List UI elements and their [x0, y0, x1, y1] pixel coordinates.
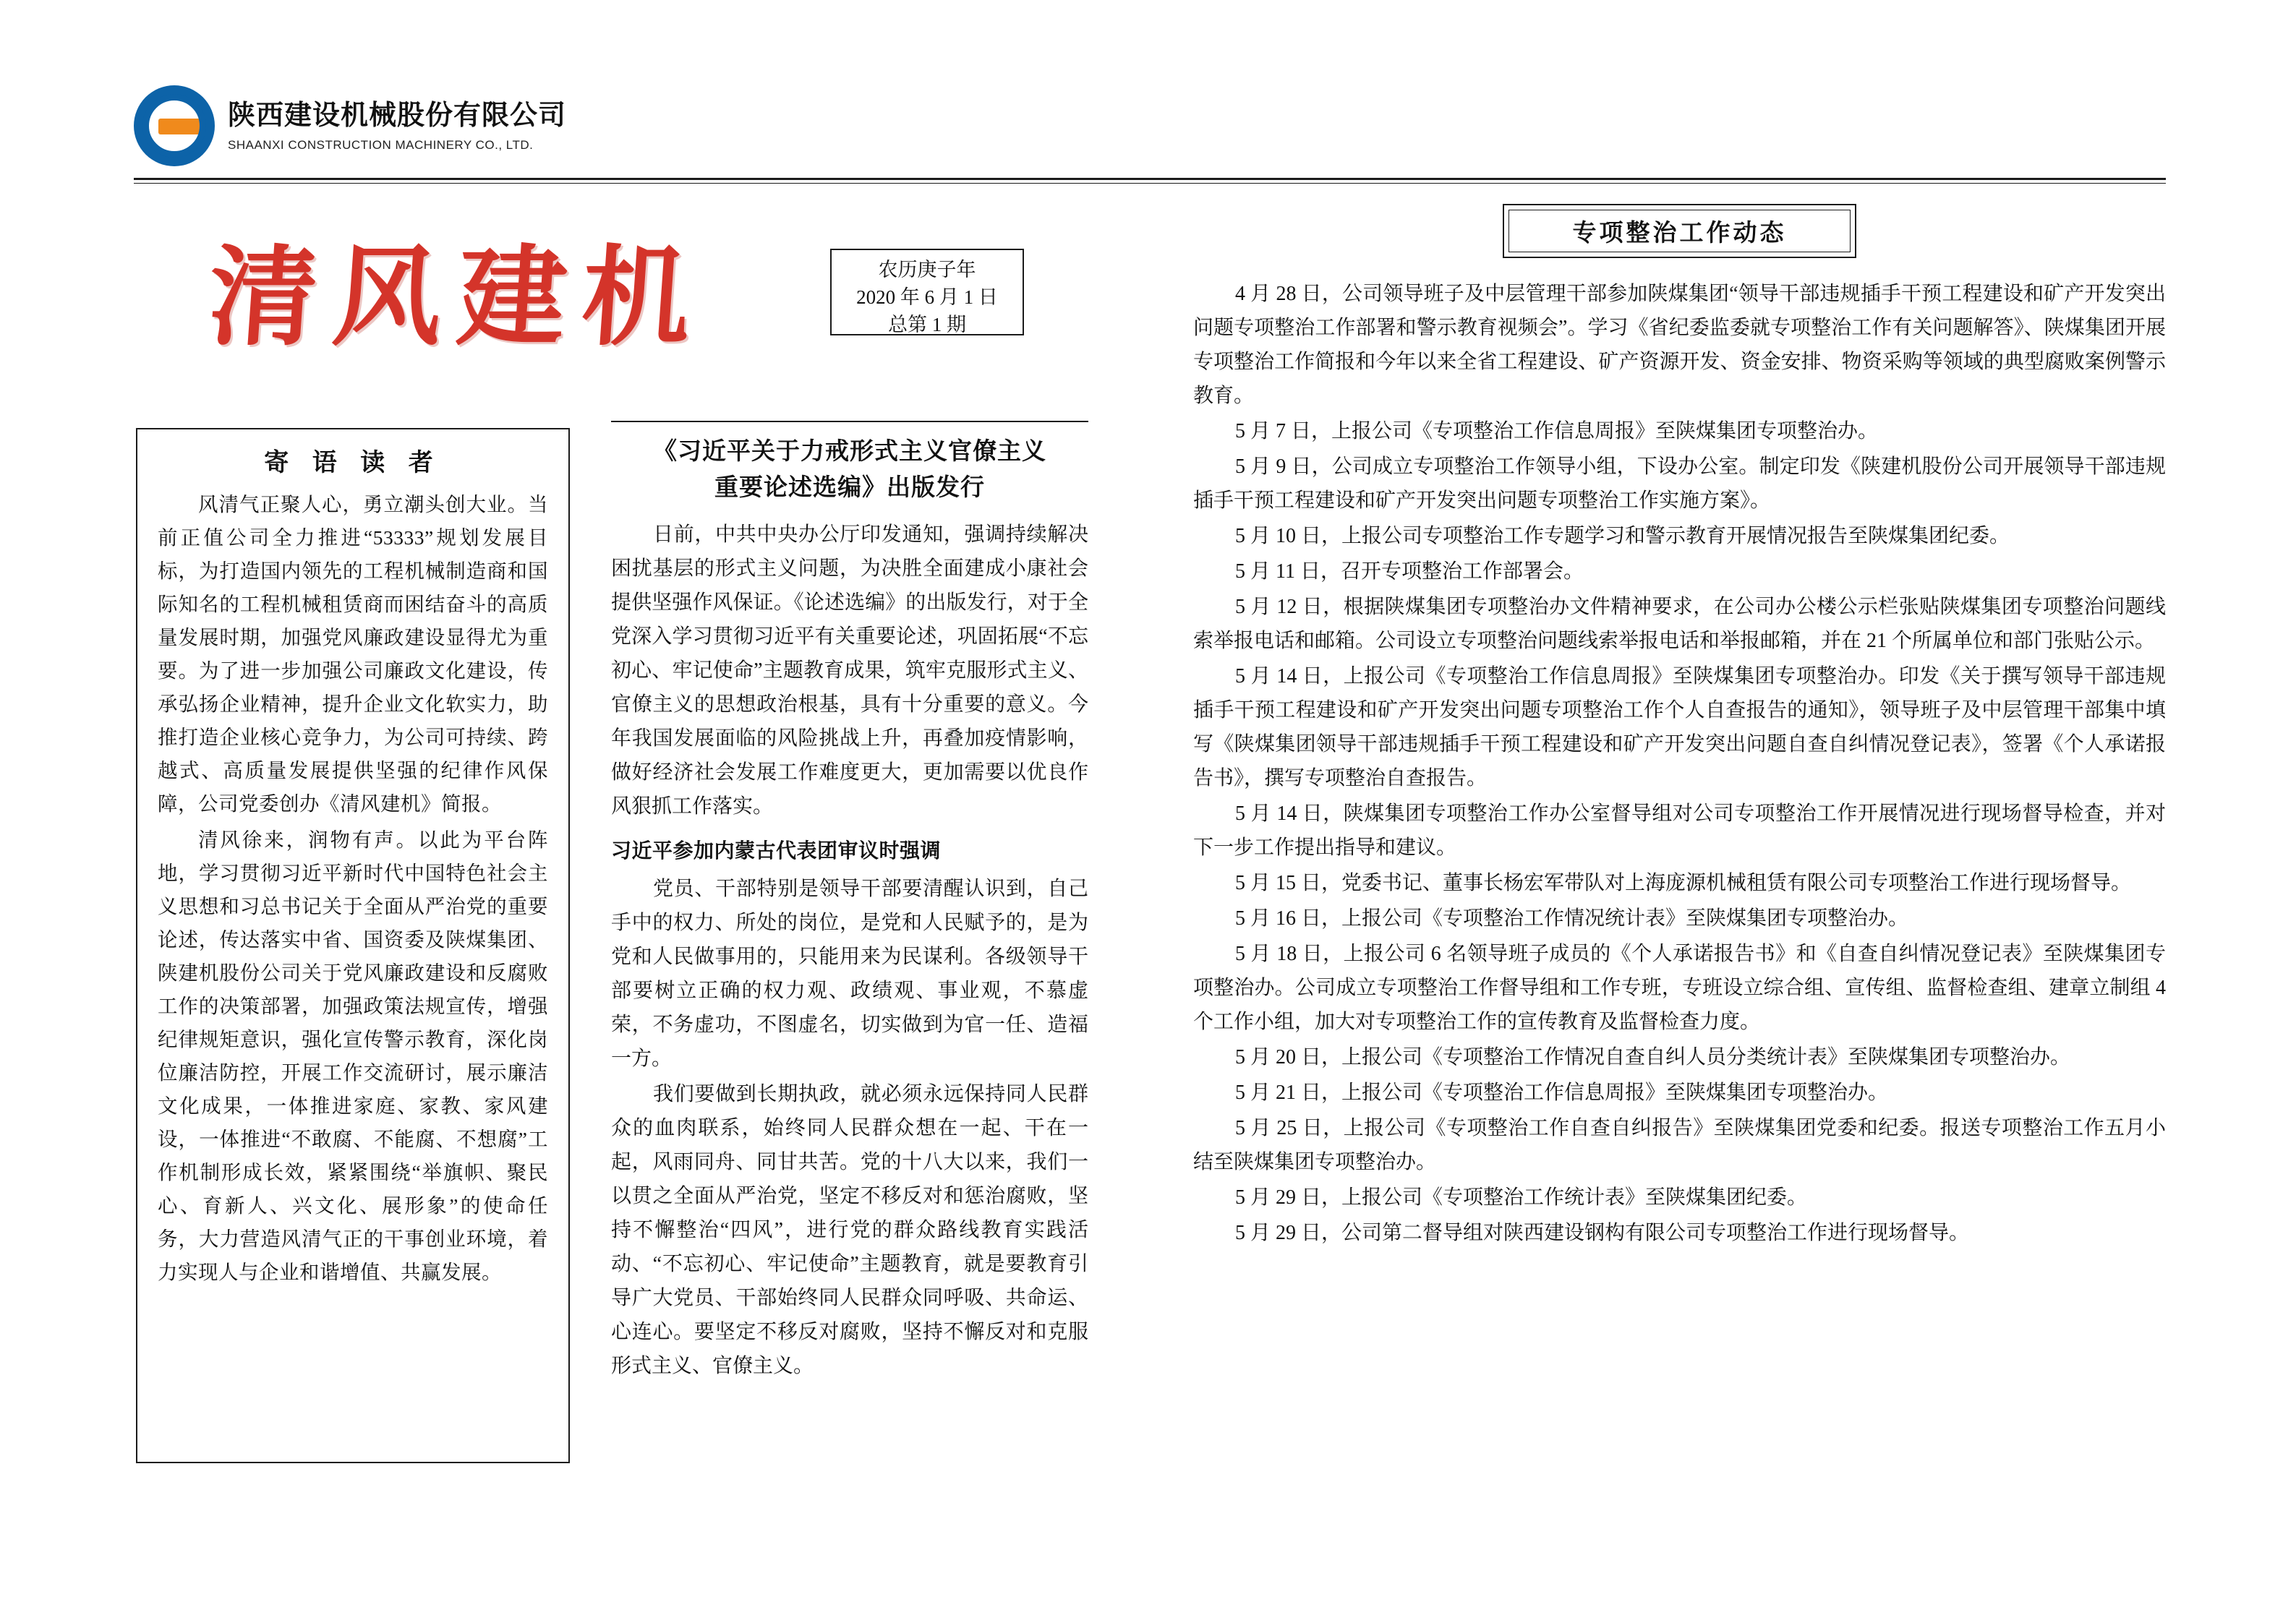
campaign-entry: 5 月 11 日，召开专项整治工作部署会。 — [1235, 560, 1584, 583]
feature-article-title-line2: 重要论述选编》出版发行 — [714, 475, 985, 501]
editor-note-paragraph: 风清气正聚人心，勇立潮头创大业。当前正值公司全力推进“53333”规划发展目标，为打造国内领先的工程机械制造商和国际知名的工程机械租赁商而困结奋斗的高质量发展时期，加强党风廉政建设显得尤为重要。为了进一步加强公司廉政文化建设，传承弘扬企业精神，提升企业文化软实力，助推打造企业核心竞争力，为公司可持续、跨越式、高质量发展提供坚强的纪律作风保障，公司党委创办《清风建机》简报。 — [158, 493, 548, 815]
company-name-cn: 陕西建设机械股份有限公司 — [228, 100, 567, 131]
page-title: 清风建机 — [205, 239, 711, 359]
company-logo-block — [134, 85, 566, 166]
issue-date: 2020 年 6 月 1 日 — [856, 286, 998, 308]
feature-article-title-line1: 《习近平关于力戒形式主义官僚主义 — [653, 439, 1046, 465]
campaign-entry: 5 月 21 日，上报公司《专项整治工作信息周报》至陕煤集团专项整治办。 — [1235, 1082, 1889, 1104]
campaign-entry: 5 月 18 日，上报公司 6 名领导班子成员的《个人承诺报告书》和《自查自纠情况登记表》至陕煤集团专项整治办。公司成立专项整治工作督导组和工作专班，专班设立综合组、宣传组、监督检查组、建章立制组 4 个工作小组，加大对专项整治工作的宣传教育及监督检查力度。 — [1193, 943, 2166, 1033]
campaign-entry: 5 月 12 日，根据陕煤集团专项整治办文件精神要求，在公司办公楼公示栏张贴陕煤集团专项整治问题线索举报电话和邮箱。公司设立专项整治问题线索举报电话和举报邮箱，并在 21 个所属单位和部门张贴公示。 — [1193, 596, 2166, 652]
campaign-entry: 4 月 28 日，公司领导班子及中层管理干部参加陕煤集团“领导干部违规插手干预工程建设和矿产开发突出问题专项整治工作部署和警示教育视频会”。学习《省纪委监委就专项整治工作有关问题解答》、陕煤集团开展专项整治工作简报和今年以来全省工程建设、矿产资源开发、资金安排、物资采购等领域的典型腐败案例警示教育。 — [1193, 283, 2166, 407]
campaign-entry: 5 月 7 日，上报公司《专项整治工作信息周报》至陕煤集团专项整治办。 — [1235, 420, 1879, 442]
company-name-en: SHAANXI CONSTRUCTION MACHINERY CO., LTD. — [228, 138, 534, 153]
campaign-entry: 5 月 15 日，党委书记、董事长杨宏军带队对上海庞源机械租赁有限公司专项整治工作进行现场督导。 — [1235, 872, 2132, 894]
campaign-entry: 5 月 16 日，上报公司《专项整治工作情况统计表》至陕煤集团专项整治办。 — [1235, 907, 1909, 930]
company-logo-icon — [134, 85, 215, 166]
column-editor-note — [136, 428, 570, 1463]
company-name-block — [228, 99, 566, 153]
editor-note-heading: 寄 语 读 者 — [264, 450, 442, 476]
campaign-entry: 5 月 14 日，陕煤集团专项整治工作办公室督导组对公司专项整治工作开展情况进行现场督导检查，并对下一步工作提出指导和建议。 — [1193, 802, 2166, 859]
column-special-campaign — [1193, 204, 2166, 1251]
feature-article-subheading: 习近平参加内蒙古代表团审议时强调 — [611, 839, 942, 862]
issue-number: 总第 1 期 — [888, 314, 966, 335]
feature-article-paragraph: 我们要做到长期执政，就必须永远保持同人民群众的血肉联系，始终同人民群众想在一起、干在一起，风雨同舟、同甘共苦。党的十八大以来，我们一以贯之全面从严治党，坚定不移反对和惩治腐败，坚持不懈整治“四风”，进行党的群众路线教育实践活动、“不忘初心、牢记使命”主题教育，就是要教育引导广大党员、干部始终同人民群众同呼吸、共命运、心连心。要坚定不移反对腐败，坚持不懈反对和克服形式主义、官僚主义。 — [611, 1083, 1088, 1377]
campaign-entry: 5 月 10 日，上报公司专项整治工作专题学习和警示教育开展情况报告至陕煤集团纪委。 — [1235, 525, 2010, 547]
campaign-entry: 5 月 29 日，上报公司《专项整治工作统计表》至陕煤集团纪委。 — [1235, 1186, 1808, 1209]
editor-note-paragraph: 清风徐来，润物有声。以此为平台阵地，学习贯彻习近平新时代中国特色社会主义思想和习总书记关于全面从严治党的重要论述，传达落实中省、国资委及陕煤集团、陕建机股份公司关于党风廉政建设和反腐败工作的决策部署，加强政策法规宣传，增强纪律规矩意识，强化宣传警示教育，深化岗位廉洁防控，开展工作交流研讨，展示廉洁文化成果，一体推进家庭、家教、家风建设，一体推进“不敢腐、不能腐、不想腐”工作机制形成长效，紧紧围绕“举旗帜、聚民心、育新人、兴文化、展形象”的使命任务，大力营造风清气正的干事创业环境，着力实现人与企业和谐增值、共赢发展。 — [158, 828, 548, 1283]
feature-article-paragraph: 日前，中共中央办公厅印发通知，强调持续解决困扰基层的形式主义问题，为决胜全面建成小康社会提供坚强作风保证。《论述选编》的出版发行，对于全党深入学习贯彻习近平有关重要论述，巩固拓展“不忘初心、牢记使命”主题教育成果，筑牢克服形式主义、官僚主义的思想政治根基，具有十分重要的意义。今年我国发展面临的风险挑战上升，再叠加疫情影响，做好经济社会发展工作难度更大，更加需要以优良作风狠抓工作落实。 — [611, 523, 1088, 818]
feature-article-paragraph: 党员、干部特别是领导干部要清醒认识到，自己手中的权力、所处的岗位，是党和人民赋予的，是为党和人民做事用的，只能用来为民谋利。各级领导干部要树立正确的权力观、政绩观、事业观，不慕虚荣，不务虚功，不图虚名，切实做到为官一任、造福一方。 — [611, 878, 1088, 1070]
column-feature-article — [611, 421, 1088, 1465]
campaign-entry: 5 月 14 日，上报公司《专项整治工作信息周报》至陕煤集团专项整治办。印发《关于撰写领导干部违规插手干预工程建设和矿产开发突出问题专项整治工作个人自查报告的通知》，领导班子及中层管理干部集中填写《陕煤集团领导干部违规插手干预工程建设和矿产开发突出问题自查自纠情况登记表》，签署《个人承诺报告书》，撰写专项整治自查报告。 — [1193, 665, 2166, 789]
feature-article-title — [611, 434, 1088, 506]
column-divider — [611, 421, 1088, 422]
issue-info-box — [830, 249, 1024, 335]
header-divider-thin — [134, 183, 2166, 184]
campaign-entry: 5 月 25 日，上报公司《专项整治工作自查自纠报告》至陕煤集团党委和纪委。报送专项整治工作五月小结至陕煤集团专项整治办。 — [1193, 1117, 2166, 1173]
issue-lunar-date: 农历庚子年 — [878, 259, 976, 281]
special-campaign-banner: 专项整治工作动态 — [1503, 204, 1856, 258]
header-divider — [134, 178, 2166, 180]
campaign-entry: 5 月 29 日，公司第二督导组对陕西建设钢构有限公司专项整治工作进行现场督导。 — [1235, 1222, 1970, 1244]
campaign-entry: 5 月 9 日，公司成立专项整治工作领导小组，下设办公室。制定印发《陕建机股份公司开展领导干部违规插手干预工程建设和矿产开发突出问题专项整治工作实施方案》。 — [1193, 455, 2166, 512]
campaign-entry: 5 月 20 日，上报公司《专项整治工作情况自查自纠人员分类统计表》至陕煤集团专项整治办。 — [1235, 1046, 2071, 1069]
